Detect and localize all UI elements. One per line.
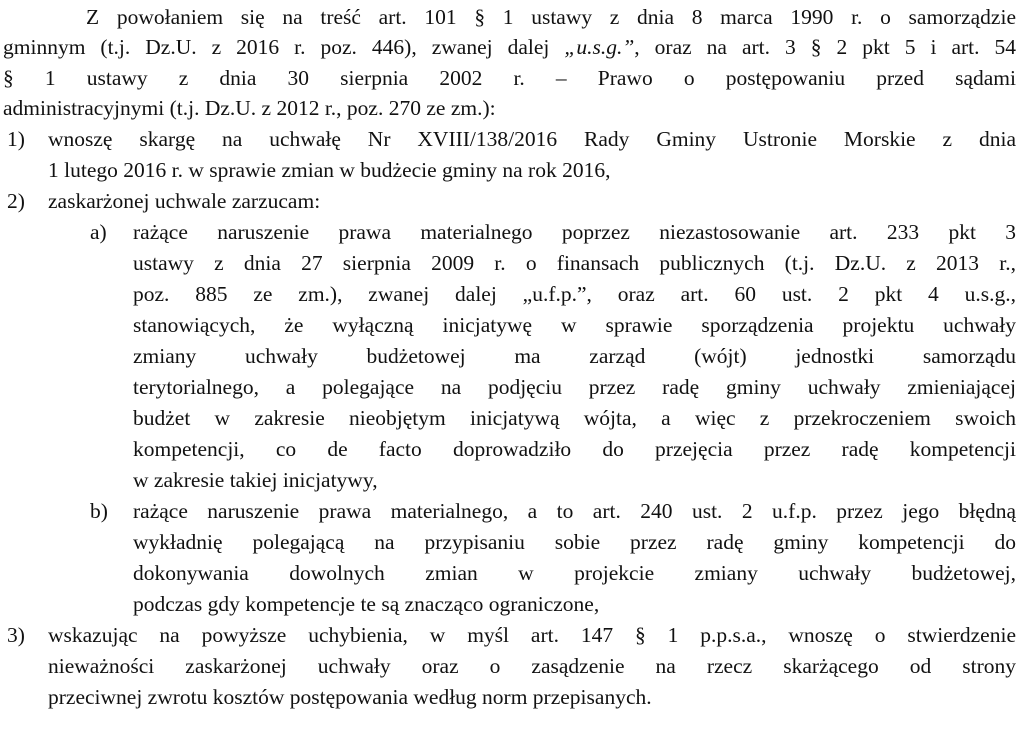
item-2-number: 2) [7,189,25,213]
subitem-a-line-5: zmiany uchwały budżetowej ma zarząd (wójt) jednostki samorządu [133,344,1016,368]
subitem-a-line-8: kompetencji, co de facto doprowadziło do przejęcia przez radę kompetencji [133,437,1016,461]
subitem-a-line-4: stanowiących, że wyłączną inicjatywę w sprawie sporządzenia projektu uchwały [133,313,1016,337]
subitem-a-line-6: terytorialnego, a polegające na podjęciu przez radę gminy uchwały zmieniającej [133,375,1016,399]
item-3-line-3: przeciwnej zwrotu kosztów postępowania według norm przepisanych. [48,685,652,709]
subitem-a-line-2: ustawy z dnia 27 sierpnia 2009 r. o finansach publicznych (t.j. Dz.U. z 2013 r., [133,251,1016,275]
subitem-a-line-3: poz. 885 ze zm.), zwanej dalej „u.f.p.”, oraz art. 60 ust. 2 pkt 4 u.s.g., [133,282,1016,306]
intro-line-2 [3,32,1016,62]
item-3-line-2: nieważności zaskarżonej uchwały oraz o zasądzenie na rzecz skarżącego od strony [48,654,1016,678]
usg-abbreviation: „u.s.g.” [564,35,635,59]
item-1-number: 1) [7,127,25,151]
subitem-a-line-7: budżet w zakresie nieobjętym inicjatywą wójta, a więc z przekroczeniem swoich [133,406,1016,430]
item-3-number: 3) [7,623,25,647]
intro-line-2-b: , oraz na art. 3 § 2 pkt 5 i art. 54 [634,35,1016,59]
subitem-b-line-2: wykładnię polegającą na przypisaniu sobie przez radę gminy kompetencji do [133,530,1016,554]
intro-line-1: Z powołaniem się na treść art. 101 § 1 ustawy z dnia 8 marca 1990 r. o samorządzie [86,5,1016,29]
subitem-b-letter: b) [90,499,108,523]
subitem-b-line-1: rażące naruszenie prawa materialnego, a to art. 240 ust. 2 u.f.p. przez jego błędną [133,499,1016,523]
item-3-line-1: wskazując na powyższe uchybienia, w myśl art. 147 § 1 p.p.s.a., wnoszę o stwierdzenie [48,623,1016,647]
subitem-a-line-1: rażące naruszenie prawa materialnego poprzez niezastosowanie art. 233 pkt 3 [133,220,1016,244]
item-1-line-2: 1 lutego 2016 r. w sprawie zmian w budżecie gminy na rok 2016, [48,158,611,182]
subitem-a-letter: a) [90,220,107,244]
intro-line-4: administracyjnymi (t.j. Dz.U. z 2012 r., poz. 270 ze zm.): [3,96,496,120]
item-2-line-1: zaskarżonej uchwale zarzucam: [48,189,321,213]
subitem-b-line-4: podczas gdy kompetencje te są znacząco ograniczone, [133,592,600,616]
item-1-line-1: wnoszę skargę na uchwałę Nr XVIII/138/2016 Rady Gminy Ustronie Morskie z dnia [48,127,1016,151]
intro-line-2-a: gminnym (t.j. Dz.U. z 2016 r. poz. 446), zwanej dalej [3,35,565,59]
subitem-b-line-3: dokonywania dowolnych zmian w projekcie zmiany uchwały budżetowej, [133,561,1016,585]
intro-line-3: § 1 ustawy z dnia 30 sierpnia 2002 r. – Prawo o postępowaniu przed sądami [3,66,1016,90]
subitem-a-line-9: w zakresie takiej inicjatywy, [133,468,378,492]
